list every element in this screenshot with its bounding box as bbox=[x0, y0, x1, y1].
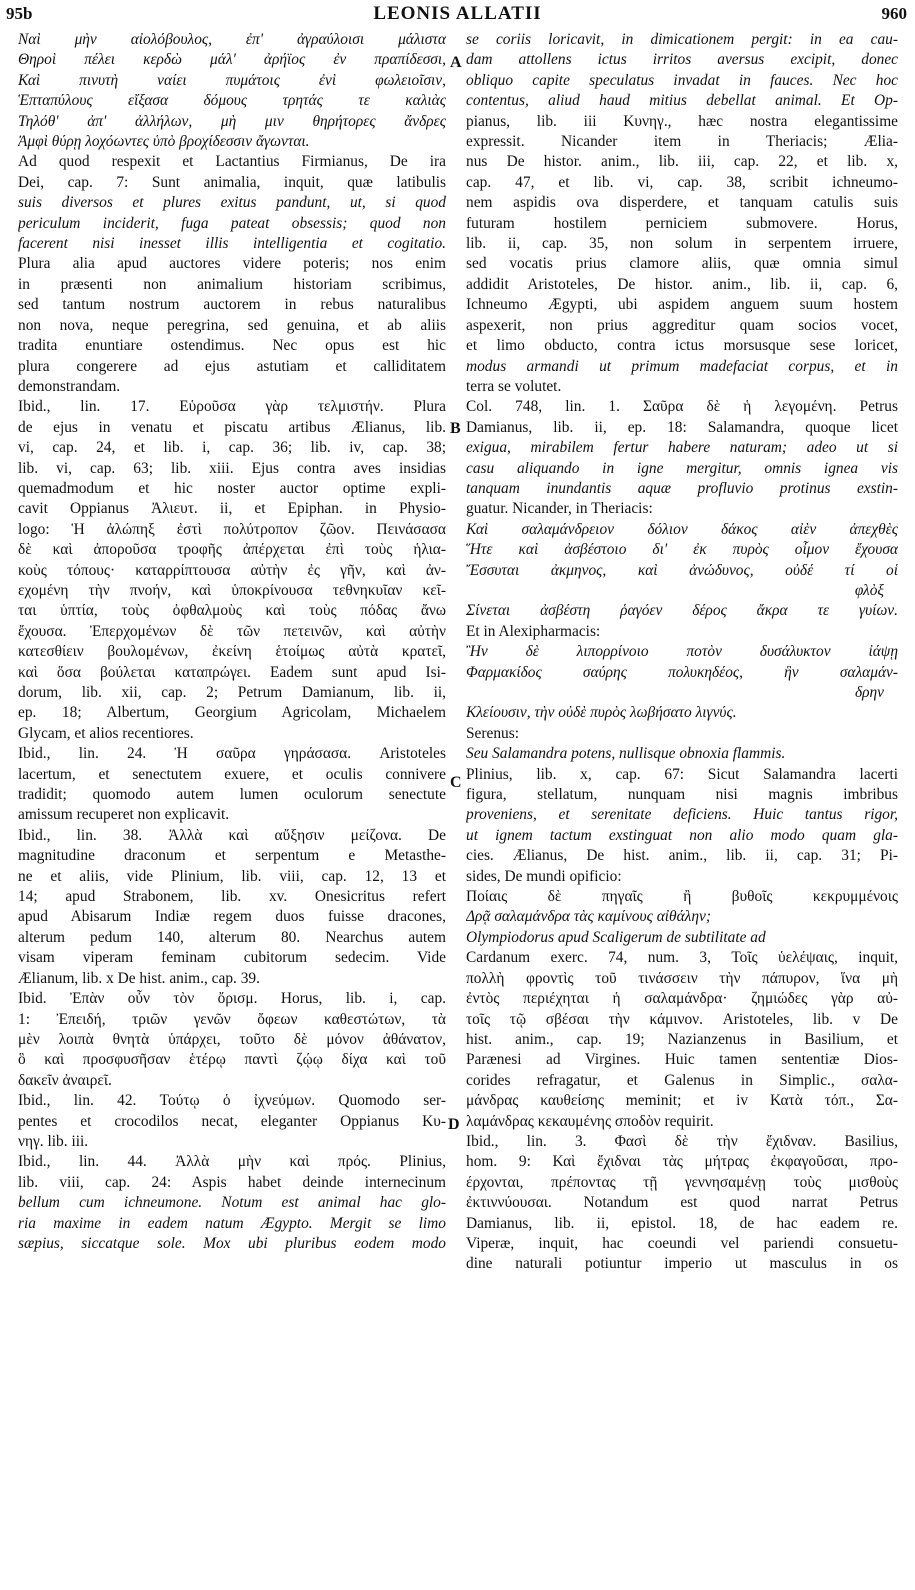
left-text-line: Ibid., lin. 24. Ἡ σαῦρα γηράσασα. Aristoteles bbox=[18, 745, 446, 763]
left-text-line: sæpius, siccatque sole. Mox ubi pluribus eodem modo bbox=[18, 1234, 446, 1252]
right-text-line: hom. 9: Καὶ ἔχιδναι τὰς μήτρας ἐκφαγοῦσαι, προ- bbox=[466, 1153, 898, 1171]
right-text-line: Seu Salamandra potens, nullisque obnoxia flammis. bbox=[466, 745, 786, 763]
right-text-line: πολλὴ φροντὶς τοῦ τινάσσειν τὴν πάπυρον, ἵνα μὴ bbox=[466, 969, 898, 987]
left-text-line: Ἀμφὶ θύρῃ λοχόωντες ὑπὸ βροχίδεσσιν ἄγωνται. bbox=[18, 133, 310, 151]
left-text-line: dorum, lib. xii, cap. 2; Petrum Damianum, lib. ii, bbox=[18, 684, 446, 701]
right-text-line: Col. 748, lin. 1. Σαῦρα δὲ ἡ λεγομένη. Petrus bbox=[466, 398, 898, 416]
right-text-line: futuram hostilem perniciem submovere. Horus, bbox=[466, 214, 898, 232]
left-text-line: ne et aliis, vide Plinium, lib. viii, cap. 12, 13 et bbox=[18, 867, 446, 885]
right-text-line: τοῖς τῷ σβέσαι τὴν κάμινον. Aristoteles, lib. v De bbox=[466, 1010, 898, 1028]
right-text-line: Κλείουσιν, τὴν οὐδὲ πυρὸς λωβήσατο λιγνύς. bbox=[466, 704, 737, 722]
left-text-line: periculum inciderit, fuga pateat obsessis; quod non bbox=[18, 214, 446, 232]
left-text-line: quemadmodum et hic noster auctor optime expli- bbox=[18, 479, 446, 497]
running-title: LEONIS ALLATII bbox=[373, 3, 542, 24]
right-text-line: se coriis loricavit, in dimicationem pergit: in ea cau- bbox=[466, 31, 898, 48]
right-text-line: Ἢν δὲ λιπορρίνοιο ποτὸν δυσάλυκτον ἰάψῃ bbox=[466, 643, 898, 661]
right-text-line: Ibid., lin. 3. Φασὶ δὲ τὴν ἔχιδναν. Basilius, bbox=[466, 1132, 898, 1150]
left-text-line: κατεσθίειν βουλομένων, ἐκείνη ἑτοίμως αὐτὰ κρατεῖ, bbox=[18, 643, 446, 661]
left-text-line: ἔχουσα. Ἐπερχομένων δὲ τῶν πετεινῶν, καὶ αὐτὴν bbox=[18, 622, 446, 640]
right-text-line: nem aspidis ova disperdere, et tanquam catulis suis bbox=[466, 194, 898, 212]
right-text-line: ἐντὸς περιέχηται ἡ σαλαμάνδρα· ζημιώδες γὰρ αὐ- bbox=[466, 990, 898, 1008]
right-text-line: Olympiodorus apud Scaligerum de subtilitate ad bbox=[466, 928, 766, 946]
right-text-line: Serenus: bbox=[466, 724, 520, 742]
right-text-line: Ποίαις δὲ πηγαῖς ἢ βυθοῖς κεκρυμμένοις bbox=[466, 888, 898, 906]
right-text-line: Plinius, lib. x, cap. 67: Sicut Salamandra lacerti bbox=[466, 765, 898, 783]
right-text-line: μάνδρας καυθείσης meminit; et iv Κατὰ τόπ., Σα- bbox=[466, 1092, 898, 1110]
right-column bbox=[466, 30, 898, 1275]
right-text-line: sides, De mundi opificio: bbox=[466, 867, 622, 885]
right-text-line: figura, stellatum, nunquam nisi magnis imbribus bbox=[466, 786, 898, 804]
left-text-line: Plura alia apud auctores videre poteris; nos enim bbox=[18, 255, 446, 273]
right-text-line: dine naturali potiuntur imperio ut masculus in os bbox=[466, 1255, 898, 1273]
right-text-line: dam attollens ictus irritos aversus excipit, donec bbox=[466, 51, 898, 69]
left-text-line: amissum recuperet non explicavit. bbox=[18, 806, 230, 824]
section-marker-d: D bbox=[448, 1116, 460, 1133]
right-text-line: obliquo capite speculatus invadat in fauces. Nec hoc bbox=[466, 71, 898, 89]
left-text-line: sed tantum nostrum auctorem in rebus naturalibus bbox=[18, 296, 446, 314]
left-text-line: Glycam, et alios recentiores. bbox=[18, 724, 194, 742]
right-text-line: nus De histor. anim., lib. iii, cap. 22, et lib. x, bbox=[466, 153, 898, 171]
right-text-line: proveniens, et serenitate deficiens. Huic tantus rigor, bbox=[466, 806, 898, 824]
right-text-line: cap. 47, et lib. vi, cap. 38, scribit ichneumo- bbox=[466, 173, 898, 191]
left-text-line: Ibid., lin. 38. Ἀλλὰ καὶ αὔξησιν μείζονα. De bbox=[18, 826, 446, 844]
left-text-line: Καὶ πινυτὴ ναίει πυμάτοις ἐνὶ φωλειοῖσιν, bbox=[18, 71, 446, 89]
left-text-line: lacertum, et senectutem exuere, et oculis connivere bbox=[18, 765, 446, 783]
left-text-line: lib. vi, cap. 63; lib. xiii. Ejus contra aves insidias bbox=[18, 459, 446, 477]
right-text-line: δρην bbox=[854, 684, 884, 701]
left-text-line: μὲν λοιπὰ θνητὰ ὑπάρχει, τοῦτο δὲ μόνον ἀθάνατον, bbox=[18, 1030, 446, 1048]
right-text-line: λαμάνδρας κεκαυμένης σποδὸν requirit. bbox=[466, 1112, 714, 1130]
right-text-line: addidit Aristoteles, De histor. anim., lib. ii, cap. 6, bbox=[466, 275, 898, 293]
left-text-line: δὲ καὶ ἀποροῦσα τροφῆς ἀπέρχεται ἐπὶ τοὺς ἡλια- bbox=[18, 541, 446, 559]
left-text-line: εχομένη τὴν πνοήν, καὶ ὑποκρίνουσα τεθνηκυῖαν κεῖ- bbox=[18, 581, 446, 599]
right-text-line: ut ignem tactum exstinguat non alio modo quam gla- bbox=[466, 826, 898, 844]
left-text-line: visam viperam feminam cubitorum sedecim. Vide bbox=[18, 949, 446, 967]
right-text-line: terra se volutet. bbox=[466, 377, 562, 395]
left-text-line: κοὺς τόπους· καταρρίπτουσα αὐτὴν ἐς γῆν, καὶ ἀν- bbox=[18, 561, 446, 579]
left-text-line: non nova, neque peregrina, sed genuina, et ab aliis bbox=[18, 316, 446, 334]
left-text-line: suis diversos et plures exitus pandunt, ut, si quod bbox=[18, 194, 446, 212]
right-text-line: Δρᾷ σαλαμάνδρα τὰς καμίνους αἰθάλην; bbox=[466, 908, 711, 926]
right-text-line: Ἔσσυται ἀκμηνος, καὶ ἀνώδυνος, οὐδέ τί οἱ bbox=[466, 561, 898, 579]
left-text-line: tradita enuntiare ostendimus. Nec opus est hic bbox=[18, 337, 446, 355]
left-text-line: in præsenti non animalium historiam scribimus, bbox=[18, 275, 446, 293]
right-text-line: Φαρμακίδος σαύρης πολυκηδέος, ἣν σαλαμάν- bbox=[466, 663, 898, 681]
left-text-line: Ἑπταπύλους εἴξασα δόμους τρητάς τε καλιὰς bbox=[18, 92, 446, 110]
right-text-line: expressit. Nicander item in Theriacis; Ælia- bbox=[466, 133, 898, 151]
right-text-line: έρχονται, πρέποντας τῇ γεννησαμένῃ τοὺς μισθοὺς bbox=[466, 1173, 898, 1191]
left-text-line: Θηροὶ πέλει κερδὼ μάλ' ἀρήϊος ἐν πραπίδεσσι, bbox=[18, 51, 446, 69]
page-number-right: 960 bbox=[881, 4, 907, 23]
left-text-line: Ibid., lin. 44. Ἀλλὰ μὴν καὶ πρός. Plinius, bbox=[18, 1153, 446, 1171]
left-text-line: cavit Oppianus Ἀλιευτ. ii, et Epiphan. in Physio- bbox=[18, 500, 446, 518]
left-text-line: alterum pedum 140, alterum 80. Nearchus autem bbox=[18, 928, 446, 946]
left-text-line: demonstrandam. bbox=[18, 377, 121, 395]
left-text-line: logo: Ἡ ἀλώπηξ ἐστὶ πολύτροπον ζῶον. Πεινάσασα bbox=[18, 520, 446, 538]
left-text-line: apud Abisarum Indiæ regem duos fuisse dracones, bbox=[18, 908, 446, 926]
right-text-line: modus armandi ut primum madefaciat corpus, et in bbox=[466, 357, 898, 375]
left-text-line: νηγ. lib. iii. bbox=[18, 1132, 89, 1150]
right-text-line: Καὶ σαλαμάνδρειον δόλιον δάκος αἰὲν ἀπεχθὲς bbox=[466, 520, 898, 538]
right-text-line: sed vocatis prius clamore aliis, quæ omnia simul bbox=[466, 255, 898, 273]
left-text-line: καὶ ὅσα βούλεται καταπρώγει. Eadem sunt apud Isi- bbox=[18, 663, 446, 681]
left-text-line: Ibid., lin. 42. Τούτῳ ὁ ἰχνεύμων. Quomodo ser- bbox=[18, 1092, 446, 1110]
section-marker-a: A bbox=[450, 54, 462, 71]
section-marker-c: C bbox=[450, 774, 462, 791]
right-text-line: Viperæ, inquit, hac coeundi vel pariendi consuetu- bbox=[466, 1234, 898, 1252]
page-number-left: 95b bbox=[6, 4, 33, 23]
left-text-line: tradidit; quomodo autem lumen oculorum senectute bbox=[18, 786, 446, 804]
right-text-line: ἐκτιννύουσαι. Notandum est quod narrat Petrus bbox=[466, 1194, 898, 1212]
left-text-line: vi, cap. 24, et lib. i, cap. 36; lib. iv, cap. 38; bbox=[18, 439, 446, 457]
left-text-line: pentes et crocodilos necat, eleganter Oppianus Κυ- bbox=[18, 1112, 446, 1130]
left-text-line: Ad quod respexit et Lactantius Firmianus, De ira bbox=[18, 153, 446, 171]
left-text-line: ται ὑπτία, τοὺς ὀφθαλμοὺς καὶ τοὺς πόδας ἄνω bbox=[18, 602, 446, 620]
left-column bbox=[18, 30, 446, 1254]
left-text-line: Ναὶ μὴν αἰολόβουλος, ἐπ' ἀγραύλοισι μάλιστα bbox=[18, 31, 446, 48]
left-text-line: bellum cum ichneumone. Notum est animal hac glo- bbox=[18, 1194, 446, 1212]
right-text-line: cies. Ælianus, De hist. anim., lib. ii, cap. 31; Pi- bbox=[466, 847, 898, 865]
left-text-line: ria maxime in eadem natum Ægypto. Mergit se limo bbox=[18, 1214, 446, 1232]
right-text-line: Damianus, lib. ii, ep. 18: Salamandra, quoque licet bbox=[466, 418, 898, 436]
right-text-line: guatur. Nicander, in Theriacis: bbox=[466, 500, 653, 518]
right-text-line: aspexerit, non prius aggreditur quam socios vocet, bbox=[466, 316, 898, 334]
left-text-line: ep. 18; Albertum, Georgium Agricolam, Michaelem bbox=[18, 704, 446, 722]
right-text-line: contentus, aliud haud mitius debellat animal. Et Op- bbox=[466, 92, 898, 110]
left-text-line: 14; apud Strabonem, lib. xv. Onesicritus refert bbox=[18, 888, 446, 906]
right-text-line: φλὸξ bbox=[854, 581, 884, 599]
left-text-line: δακεῖν ἀναιρεῖ. bbox=[18, 1071, 112, 1089]
running-header bbox=[0, 0, 915, 26]
right-text-line: Et in Alexipharmacis: bbox=[466, 622, 601, 640]
right-text-line: hist. anim., cap. 19; Nazianzenus in Basilium, et bbox=[466, 1030, 898, 1048]
right-text-line: et limo obducto, contra ictus morsusque sese loricet, bbox=[466, 337, 898, 355]
left-text-line: Ibid., lin. 17. Εὑροῦσα γὰρ τελμιστήν. Plura bbox=[18, 398, 446, 416]
left-text-line: Dei, cap. 7: Sunt animalia, inquit, quæ latibulis bbox=[18, 173, 446, 191]
right-text-line: Damianus, lib. ii, epistol. 18, de hac eadem re. bbox=[466, 1214, 898, 1232]
right-text-line: Ichneumo Ægypti, ubi aspidem anguem suum hostem bbox=[466, 296, 898, 314]
right-text-line: exigua, mirabilem fertur habere naturam; adeo ut si bbox=[466, 439, 898, 457]
right-text-line: Cardanum exerc. 74, num. 3, Τοῖς ὑελέψαις, inquit, bbox=[466, 949, 898, 967]
right-text-line: Ἥτε καὶ ἀσβέστοιο δι' ἐκ πυρὸς οἶμον ἔχουσα bbox=[466, 541, 898, 559]
left-text-line: 1: Ἐπειδή, τριῶν γενῶν ὄφεων καθεστώτων, τὰ bbox=[18, 1010, 446, 1028]
right-text-line: Parænesi ad Virgines. Huic tamen sententiæ Dios- bbox=[466, 1051, 898, 1069]
left-text-line: Ælianum, lib. x De hist. anim., cap. 39. bbox=[18, 969, 260, 987]
section-marker-b: B bbox=[450, 420, 461, 437]
left-text-line: facerent nisi inesset illis intelligentia et cogitatio. bbox=[18, 235, 446, 253]
left-text-line: Ibid. Ἐπὰν οὖν τὸν ὄρισμ. Horus, lib. i, cap. bbox=[18, 990, 446, 1008]
right-text-line: corides refragatur, et Galenus in Simplic., σαλα- bbox=[466, 1071, 898, 1089]
left-text-line: ὃ καὶ προσφυσῆσαν ἑτέρῳ παντὶ ζῴῳ δίχα καὶ τοῦ bbox=[18, 1051, 446, 1069]
right-text-line: Σίνεται ἀσβέστη ῥαγόεν δέρος ἄκρα τε γυίων. bbox=[466, 602, 898, 620]
right-text-line: pianus, lib. iii Κυνηγ., hæc nostra elegantissime bbox=[466, 112, 898, 130]
right-text-line: lib. ii, cap. 35, non solum in serpentem irruere, bbox=[466, 235, 898, 253]
left-text-line: de ejus in venatu et piscatu artibus Ælianus, lib. bbox=[18, 418, 446, 436]
right-text-line: tanquam inundantis aquæ profluvio protinus exstin- bbox=[466, 479, 898, 497]
right-text-line: casu aliquando in igne mergitur, omnis ignea vis bbox=[466, 459, 898, 477]
left-text-line: Τηλόθ' ἀπ' ἀλλήλων, μὴ μιν θηρήτορες ἄνδρες bbox=[18, 112, 446, 130]
left-text-line: plura congerere ad ejus astutiam et calliditatem bbox=[18, 357, 446, 375]
left-text-line: lib. viii, cap. 24: Aspis habet deinde internecinum bbox=[18, 1173, 446, 1191]
left-text-line: magnitudine draconum et serpentum e Metasthe- bbox=[18, 847, 446, 865]
